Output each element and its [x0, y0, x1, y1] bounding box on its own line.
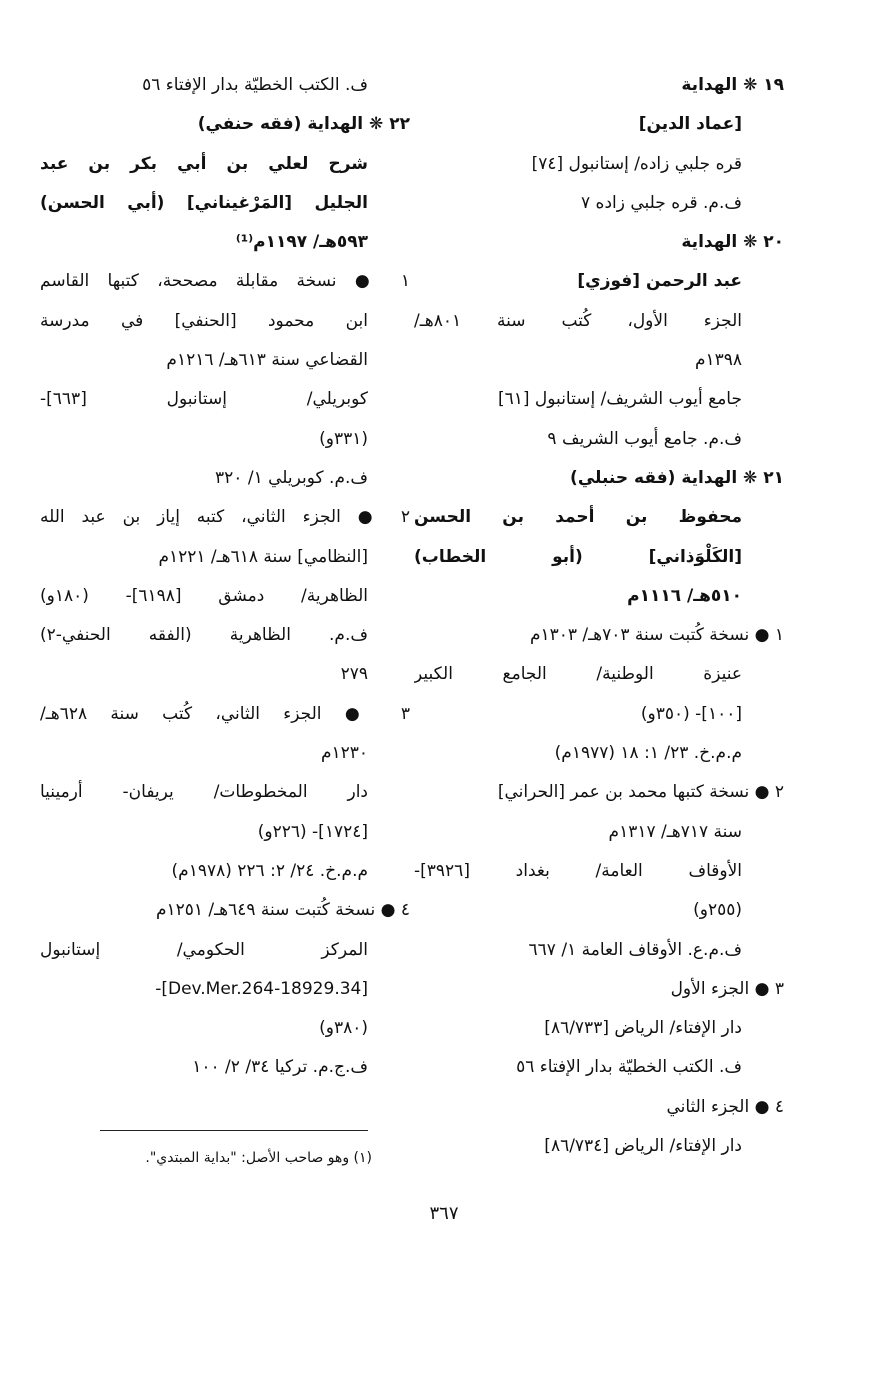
left-column-line: دار المخطوطات/ يريفان- أرمينيا	[40, 782, 368, 803]
right-column-line: ف.م. قره جلبي زاده ٧	[581, 192, 742, 213]
right-column-line: ف.م.ع. الأوقاف العامة ١/ ٦٦٧	[528, 939, 742, 960]
right-column-line: محفوظ بن أحمد بن الحسن	[414, 507, 742, 528]
right-column-line: جامع أيوب الشريف/ إستانبول [٦١]	[497, 389, 742, 410]
right-column-line: [١٠٠]- (٣٥٠و)	[640, 703, 742, 724]
right-column-line: [عماد الدين]	[638, 114, 742, 135]
left-column-line: ف.م. كوبريلي ١/ ٣٢٠	[215, 467, 368, 488]
left-column-line: ٢ ● الجزء الثاني، كتبه إياز بن عبد الله	[40, 507, 410, 528]
left-column-line: ١٢٣٠م	[320, 743, 368, 764]
left-column-line: ٢٧٩	[340, 664, 368, 685]
left-column-line: ٢٢ ❋ الهداية (فقه حنفي)	[197, 114, 410, 135]
right-column-line: الجزء الأول، كُتب سنة ٨٠١هـ/	[414, 310, 742, 331]
footnote: (١) وهو صاحب الأصل: "بداية المبتدي".	[145, 1150, 372, 1166]
left-column-line: م.م.خ. ٢٤/ ٢: ٢٢٦ (١٩٧٨م)	[171, 860, 368, 881]
page-number: ٣٦٧	[429, 1203, 459, 1224]
right-column-line: [الكَلْوَذاني] (أبو الخطاب)	[414, 546, 742, 567]
left-column-line: ف. الكتب الخطيّة بدار الإفتاء ٥٦	[142, 75, 368, 95]
left-column-line: ٣ ● الجزء الثاني، كُتب سنة ٦٢٨هـ/	[40, 703, 410, 724]
footnote-divider	[100, 1130, 368, 1131]
left-column-line: ٤ ● نسخة كُتبت سنة ٦٤٩هـ/ ١٢٥١م	[155, 900, 410, 921]
left-column-line: كوبريلي/ إستانبول [٦٦٣]-	[40, 389, 368, 410]
right-column-line: ٣ ● الجزء الأول	[670, 978, 784, 999]
right-column-line: عبد الرحمن [فوزي]	[577, 271, 742, 292]
left-column-line: ١ ● نسخة مقابلة مصححة، كتبها القاسم	[40, 271, 410, 292]
right-column-line: ف. الكتب الخطيّة بدار الإفتاء ٥٦	[516, 1057, 742, 1078]
right-column-line: ٤ ● الجزء الثاني	[666, 1096, 784, 1117]
right-column-line: ٢١ ❋ الهداية (فقه حنبلي)	[570, 467, 784, 488]
right-column-line: (٢٥٥و)	[693, 900, 742, 921]
right-column-line: الأوقاف العامة/ بغداد [٣٩٢٦]-	[414, 860, 742, 881]
left-column-line: المركز الحكومي/ إستانبول	[40, 939, 368, 960]
left-column-line: (٣٨٠و)	[319, 1018, 368, 1039]
right-column-line: ١٣٩٨م	[694, 350, 742, 371]
right-column-line: ١٩ ❋ الهداية	[681, 75, 784, 95]
right-column-line: ١ ● نسخة كُتبت سنة ٧٠٣هـ/ ١٣٠٣م	[529, 625, 784, 646]
right-column-line: ٢ ● نسخة كتبها محمد بن عمر [الحراني]	[497, 782, 784, 803]
right-column-line: دار الإفتاء/ الرياض [٨٦/٧٣٤]	[544, 1136, 742, 1157]
left-column-line: شرح لعلي بن أبي بكر بن عبد	[40, 153, 368, 174]
right-column-line: م.م.خ. ٢٣/ ١: ١٨ (١٩٧٧م)	[554, 743, 742, 764]
right-column	[414, 66, 784, 1166]
left-column-line: (٣٣١و)	[319, 428, 368, 449]
left-column-line: ف.م. الظاهرية (الفقه الحنفي-٢)	[40, 625, 368, 646]
left-column-line: الجليل [المَرْغيناني] (أبي الحسن)	[40, 192, 368, 213]
left-column-line: القضاعي سنة ٦١٣هـ/ ١٢١٦م	[166, 350, 368, 371]
left-column-line: ابن محمود [الحنفي] في مدرسة	[40, 310, 368, 331]
left-column-line: [النظامي] سنة ٦١٨هـ/ ١٢٢١م	[158, 546, 368, 567]
right-column-line: عنيزة الوطنية/ الجامع الكبير	[414, 664, 742, 685]
left-column-line: [34.Dev.Mer.264-18929]-	[155, 978, 368, 999]
right-column-line: قره جلبي زاده/ إستانبول [٧٤]	[531, 153, 742, 174]
left-column	[40, 66, 410, 1088]
left-column-line: ف.ج.م. تركيا ٣٤/ ٢/ ١٠٠	[192, 1057, 368, 1078]
left-column-line: ٥٩٣هـ/ ١١٩٧م⁽¹⁾	[235, 232, 368, 253]
right-column-line: ف.م. جامع أيوب الشريف ٩	[547, 428, 742, 449]
right-column-line: ٥١٠هـ/ ١١١٦م	[627, 585, 742, 606]
right-column-line: ٢٠ ❋ الهداية	[681, 232, 784, 253]
left-column-line: [١٧٢٤]- (٢٢٦و)	[257, 821, 368, 842]
left-column-line: الظاهرية/ دمشق [٦١٩٨]- (١٨٠و)	[40, 585, 368, 606]
right-column-line: سنة ٧١٧هـ/ ١٣١٧م	[608, 821, 742, 842]
right-column-line: دار الإفتاء/ الرياض [٨٦/٧٣٣]	[544, 1018, 742, 1039]
